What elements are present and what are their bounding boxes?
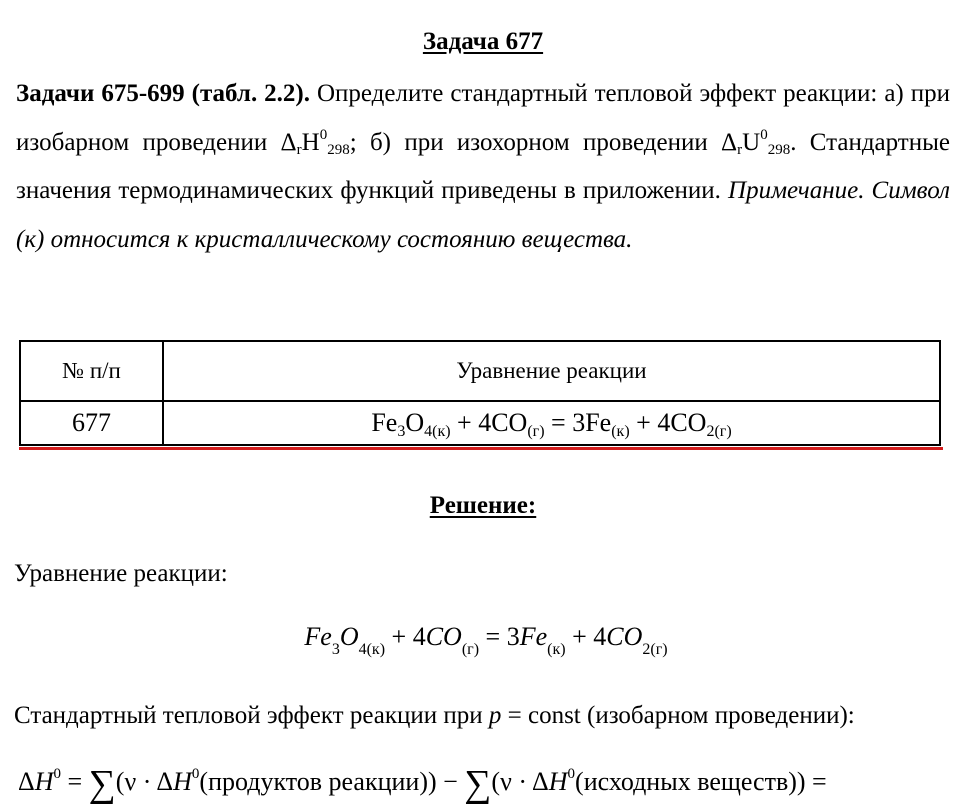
row-number-cell: 677 [20, 401, 163, 445]
problem-statement: Задачи 675-699 (табл. 2.2). Определите стандартный тепловой эффект реакции: а) при изобарном проведении $\Delta_rH^0_{298}$; б) при изохорном проведении $\Delta_rU^0_{298}$. Стандартные значения термодинамических функций приведены в приложении. Примечание. Символ (к) относится к кристаллическому состоянию вещества. [16, 80, 951, 253]
sum-symbol: ∑ [464, 763, 492, 805]
problem-note: Примечание. Символ (к) относится к кристаллическому состоянию вещества. [16, 177, 950, 253]
problem-lead: Задачи 675-699 (табл. 2.2). [16, 80, 310, 107]
solution-title: Решение: [429, 492, 537, 519]
table-header-row [20, 341, 940, 401]
table-row [20, 401, 940, 445]
reaction-equation: $Fe_3O_{4(к)} + 4CO_{(г)} = 3Fe_{(к)} + 4CO_{2(г)}$ [304, 622, 668, 658]
reaction-cell: $Fe_3O_{4(к)} + 4CO_{(г)} = 3Fe_{(к)} + 4CO_{2(г)}$ [163, 401, 940, 445]
page-title: Задача 677 [422, 28, 544, 55]
reaction-table [19, 340, 941, 446]
red-underline [19, 447, 943, 450]
enthalpy-formula: $\Delta H^0 = \sum(\nu$ · $\Delta H^0(продуктов$ реакции)) − $\sum(\nu \cdot \Delta H^0(исходных$ веществ)) = [18, 763, 827, 805]
column-header-reaction: Уравнение реакции [163, 341, 940, 401]
solution-text-equation-label: Уравнение реакции: [14, 560, 228, 587]
solution-text-isobaric: Стандартный тепловой эффект реакции при p = const (изобарном проведении): [14, 702, 855, 729]
sum-symbol: ∑ [88, 763, 116, 805]
column-header-number: № п/п [20, 341, 163, 401]
